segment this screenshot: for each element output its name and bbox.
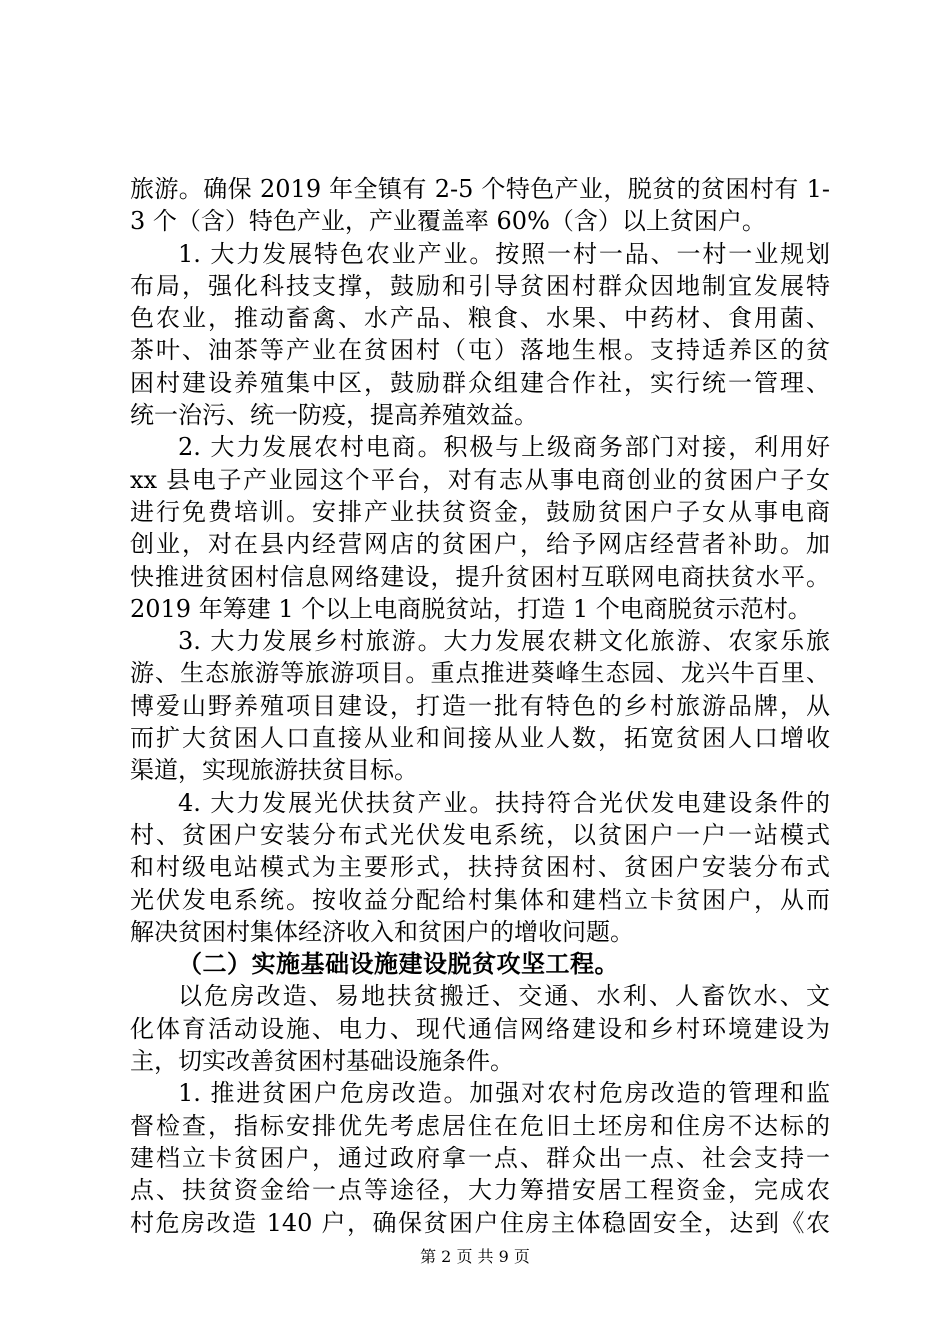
- text-line: 布局，强化科技支撑，鼓励和引导贫困村群众因地制宜发展特: [130, 271, 830, 300]
- text-line: 2. 大力发展农村电商。积极与上级商务部门对接，利用好: [178, 433, 830, 462]
- text-line: 游、生态旅游等旅游项目。重点推进葵峰生态园、龙兴牛百里、: [130, 659, 830, 688]
- text-line: 3 个（含）特色产业，产业覆盖率 60%（含）以上贫困户。: [130, 207, 766, 236]
- text-line: 茶叶、油茶等产业在贫困村（屯）落地生根。支持适养区的贫: [130, 336, 830, 365]
- text-line: 色农业，推动畜禽、水产品、粮食、水果、中药材、食用菌、: [130, 304, 830, 333]
- text-line: 光伏发电系统。按收益分配给村集体和建档立卡贫困户，从而: [130, 885, 830, 914]
- text-line: 1. 推进贫困户危房改造。加强对农村危房改造的管理和监: [178, 1079, 830, 1108]
- text-line: 以危房改造、易地扶贫搬迁、交通、水利、人畜饮水、文: [178, 982, 830, 1011]
- text-line: 建档立卡贫困户，通过政府拿一点、群众出一点、社会支持一: [130, 1143, 830, 1172]
- text-line: 统一治污、统一防疫，提高养殖效益。: [130, 401, 538, 430]
- section-heading: （二）实施基础设施建设脱贫攻坚工程。: [178, 950, 619, 979]
- page-footer: 第 2 页 共 9 页: [420, 1247, 530, 1266]
- text-line: 4. 大力发展光伏扶贫产业。扶持符合光伏发电建设条件的: [178, 788, 830, 817]
- text-line: xx 县电子产业园这个平台，对有志从事电商创业的贫困户子女: [130, 465, 830, 494]
- text-line: 督检查，指标安排优先考虑居住在危旧土坯房和住房不达标的: [130, 1111, 830, 1140]
- text-line: 困村建设养殖集中区，鼓励群众组建合作社，实行统一管理、: [130, 368, 830, 397]
- text-line: 主，切实改善贫困村基础设施条件。: [130, 1047, 514, 1076]
- text-line: 解决贫困村集体经济收入和贫困户的增收问题。: [130, 917, 634, 946]
- text-line: 1. 大力发展特色农业产业。按照一村一品、一村一业规划: [178, 239, 830, 268]
- text-line: 化体育活动设施、电力、现代通信网络建设和乡村环境建设为: [130, 1014, 830, 1043]
- text-line: 旅游。确保 2019 年全镇有 2-5 个特色产业，脱贫的贫困村有 1-: [130, 175, 830, 203]
- text-line: 点、扶贫资金给一点等途径，大力筹措安居工程资金，完成农: [130, 1176, 830, 1205]
- text-line: 村危房改造 140 户，确保贫困户住房主体稳固安全，达到《农: [130, 1208, 830, 1237]
- text-line: 和村级电站模式为主要形式，扶持贫困村、贫困户安装分布式: [130, 853, 830, 882]
- text-line: 创业，对在县内经营网店的贫困户，给予网店经营者补助。加: [130, 530, 830, 559]
- body-text: [130, 173, 830, 1239]
- text-line: 2019 年筹建 1 个以上电商脱贫站，打造 1 个电商脱贫示范村。: [130, 594, 812, 623]
- text-line: 进行免费培训。安排产业扶贫资金，鼓励贫困户子女从事电商: [130, 497, 830, 526]
- text-line: 渠道，实现旅游扶贫目标。: [130, 756, 418, 785]
- text-line: 3. 大力发展乡村旅游。大力发展农耕文化旅游、农家乐旅: [178, 627, 830, 656]
- text-line: 村、贫困户安装分布式光伏发电系统，以贫困户一户一站模式: [130, 820, 830, 849]
- text-line: 博爱山野养殖项目建设，打造一批有特色的乡村旅游品牌，从: [130, 691, 830, 720]
- text-line: 而扩大贫困人口直接从业和间接从业人数，拓宽贫困人口增收: [130, 724, 830, 753]
- text-line: 快推进贫困村信息网络建设，提升贫困村互联网电商扶贫水平。: [130, 562, 830, 591]
